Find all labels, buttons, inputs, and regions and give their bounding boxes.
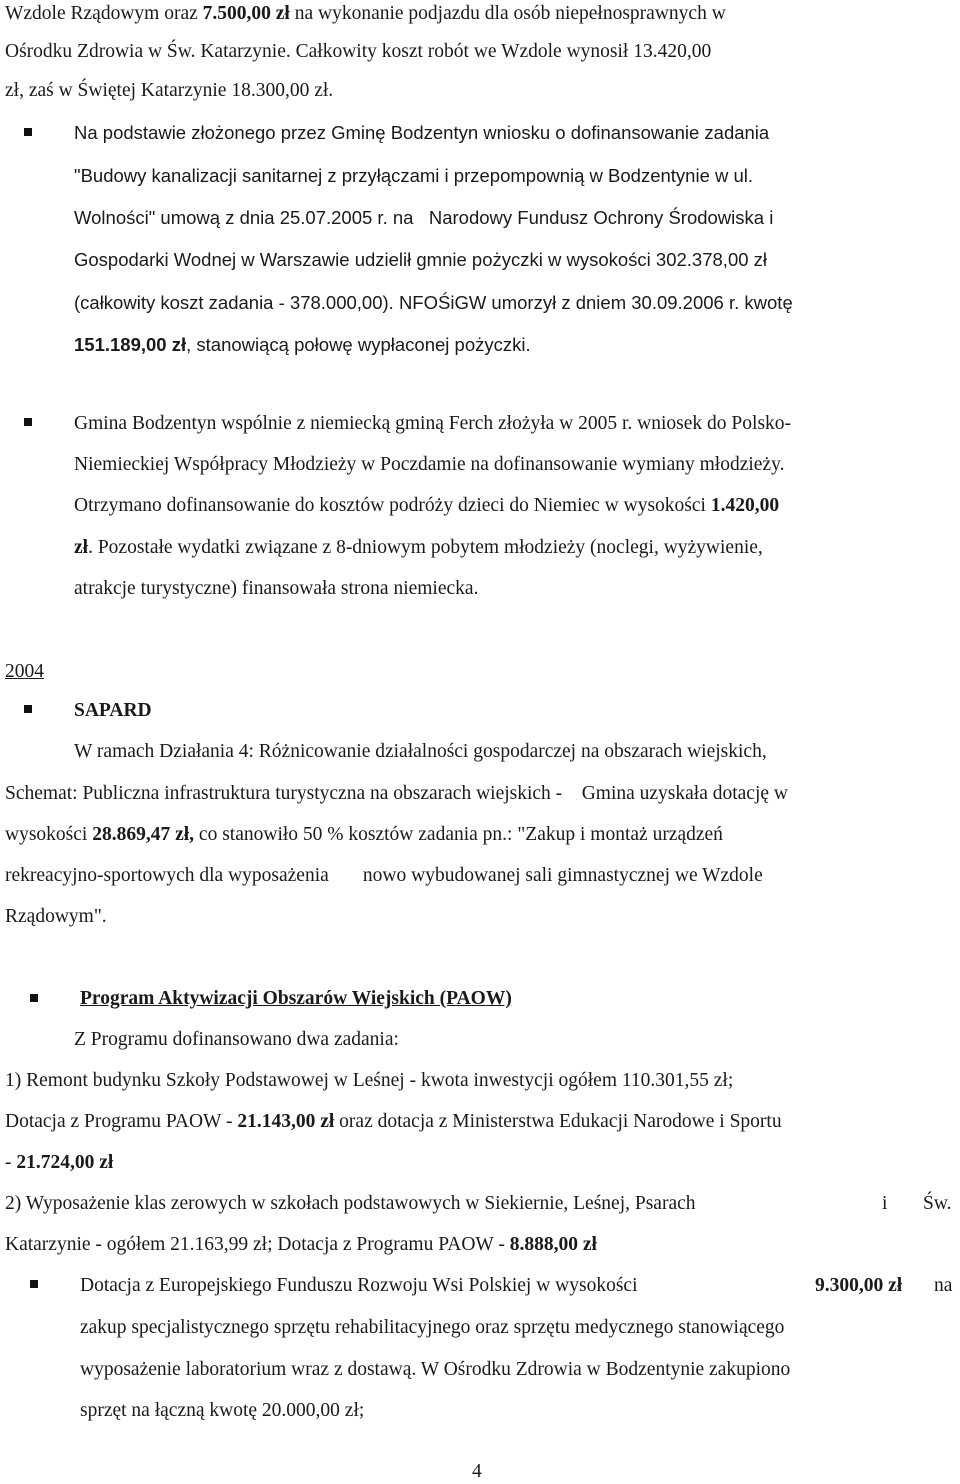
text: na wykonanie podjazdu dla osób niepełnosprawnych w	[289, 3, 726, 24]
efrwp-line-4: sprzęt na łączną kwotę 20.000,00 zł;	[80, 1400, 365, 1421]
text: Otrzymano dofinansowanie do kosztów podróży dzieci do Niemiec w wysokości	[74, 495, 711, 516]
text: i	[882, 1193, 888, 1214]
nfosigw-line-6	[74, 333, 531, 357]
text: nowo wybudowanej sali gimnastycznej we Wzdole	[362, 865, 763, 886]
text: -	[5, 1152, 17, 1173]
text: wysokości	[5, 824, 93, 845]
nfosigw-line-5: (całkowity koszt zadania - 378.000,00). NFOŚiGW umorzył z dniem 30.09.2006 r. kwotę	[74, 292, 793, 313]
text: rekreacyjno-sportowych dla wyposażenia	[5, 865, 329, 886]
amount: 8.888,00 zł	[509, 1234, 597, 1255]
text: Katarzynie - ogółem 21.163,99 zł; Dotacja z Programu PAOW -	[5, 1234, 510, 1255]
text: Na podstawie złożonego przez Gminę Bodzentyn wniosku o dofinansowanie zadania	[74, 122, 770, 143]
nfosigw-line-1	[74, 121, 954, 145]
page-number: 4	[472, 1461, 482, 1482]
text: Dotacja z Programu PAOW -	[5, 1111, 238, 1132]
bullet-icon	[30, 994, 38, 1002]
sapard-line-1: W ramach Działania 4: Różnicowanie działalności gospodarczej na obszarach wiejskich,	[74, 741, 767, 762]
sapard-line-3	[5, 823, 723, 847]
paow-task-1-line-1: 1) Remont budynku Szkoły Podstawowej w Leśnej - kwota inwestycji ogółem 110.301,55 zł;	[5, 1070, 734, 1091]
amount: zł	[74, 537, 89, 558]
bullet-icon	[30, 1280, 38, 1288]
sapard-line-2	[5, 782, 788, 806]
amount: 9.300,00 zł	[815, 1275, 903, 1296]
text: Wolności" umową z dnia 25.07.2005 r. na	[74, 207, 414, 228]
intro-line-2: Ośrodku Zdrowia w Św. Katarzynie. Całkowity koszt robót we Wzdole wynosił 13.420,00	[5, 41, 712, 62]
efrwp-line-1	[80, 1274, 953, 1298]
paow-task-1-line-3	[5, 1151, 113, 1175]
paow-intro: Z Programu dofinansowano dwa zadania:	[74, 1029, 399, 1050]
text: . Pozostałe wydatki związane z 8-dniowym pobytem młodzieży (noclegi, wyżywienie,	[88, 537, 763, 558]
efrwp-line-2: zakup specjalistycznego sprzętu rehabilitacyjnego oraz sprzętu medycznego stanowiącego	[80, 1317, 785, 1338]
paow-task-2-line-1	[5, 1192, 952, 1216]
sapard-line-5: Rządowym".	[5, 906, 107, 927]
ferch-line-2: Niemieckiej Współpracy Młodzieży w Poczdamie na dofinansowanie wymiany młodzieży.	[74, 454, 785, 475]
amount: 21.724,00 zł	[16, 1152, 114, 1173]
text: Schemat: Publiczna infrastruktura turystyczna na obszarach wiejskich -	[5, 783, 563, 804]
text: 2) Wyposażenie klas zerowych w szkołach podstawowych w Siekiernie, Leśnej, Psarach	[5, 1193, 696, 1214]
text: na	[934, 1275, 953, 1296]
nfosigw-line-3	[74, 206, 773, 230]
text: , stanowiącą połowę wypłaconej pożyczki.	[186, 334, 531, 355]
ferch-line-5: atrakcje turystyczne) finansowała strona niemiecka.	[74, 578, 479, 599]
paow-task-1-line-2	[5, 1110, 782, 1134]
paow-heading	[80, 987, 512, 1011]
text: Gmina uzyskała dotację w	[581, 783, 788, 804]
intro-line-3: zł, zaś w Świętej Katarzynie 18.300,00 zł.	[5, 80, 334, 101]
amount: 21.143,00 zł	[237, 1111, 335, 1132]
nfosigw-line-4: Gospodarki Wodnej w Warszawie udzielił gmnie pożyczki w wysokości 302.378,00 zł	[74, 249, 768, 270]
amount: 1.420,00	[710, 495, 780, 516]
ferch-line-3	[74, 494, 779, 518]
bullet-icon	[24, 705, 32, 713]
bullet-icon	[24, 128, 32, 136]
text: Św.	[923, 1193, 952, 1214]
intro-line-1	[5, 2, 726, 26]
heading-text: Program Aktywizacji Obszarów Wiejskich (PAOW)	[80, 988, 512, 1009]
amount: 151.189,00 zł	[74, 334, 187, 355]
nfosigw-line-2: "Budowy kanalizacji sanitarnej z przyłączami i przepompownią w Bodzentynie w ul.	[74, 165, 754, 186]
text: Narodowy Fundusz Ochrony Środowiska i	[428, 207, 774, 228]
sapard-line-4	[5, 864, 763, 888]
text: Wzdole Rządowym oraz	[5, 3, 203, 24]
paow-task-2-line-2	[5, 1233, 597, 1257]
ferch-line-4	[74, 536, 763, 560]
amount: 7.500,00 zł	[202, 3, 290, 24]
amount: 28.869,47 zł,	[92, 824, 195, 845]
sapard-heading	[74, 699, 152, 723]
text: Dotacja z Europejskiego Funduszu Rozwoju Wsi Polskiej w wysokości	[80, 1275, 638, 1296]
efrwp-line-3: wyposażenie laboratorium wraz z dostawą. W Ośrodku Zdrowia w Bodzentynie zakupiono	[80, 1359, 791, 1380]
heading-text: SAPARD	[74, 700, 152, 721]
bullet-icon	[24, 418, 32, 426]
year-heading: 2004	[5, 661, 44, 682]
text: co stanowiło 50 % kosztów zadania pn.: "Zakup i montaż urządzeń	[194, 824, 723, 845]
text: oraz dotacja z Ministerstwa Edukacji Narodowe i Sportu	[334, 1111, 782, 1132]
ferch-line-1: Gmina Bodzentyn wspólnie z niemiecką gminą Ferch złożyła w 2005 r. wniosek do Polsko-	[74, 413, 792, 434]
